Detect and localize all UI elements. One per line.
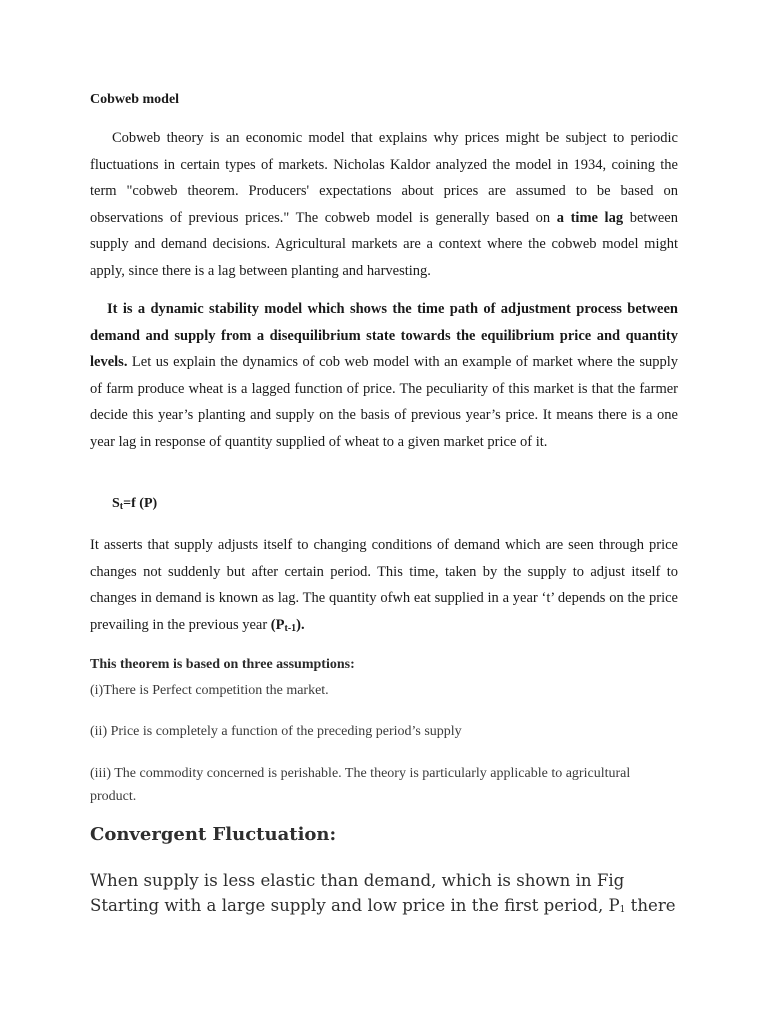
dynamic-model-text: Let us explain the dynamics of cob web model with an example of market where the supply of farm produce wheat is a lagged function of price. The peculiarity of this market is that the farmer decide this year’s planting and supply on the basis of previous year’s price. It means there is a one year lag in response of quantity supplied of wheat to a given market price of it.: [90, 354, 678, 450]
paragraph-lag: [90, 532, 678, 642]
assumption-item: (i)There is Perfect competition the market.: [90, 683, 329, 698]
assumption-item: (iii) The commodity concerned is perishable. The theory is particularly applicable to agricultural product.: [90, 766, 631, 804]
lag-text: It asserts that supply adjusts itself to changing conditions of demand which are seen through price changes not suddenly but after certain period. This time, taken by the supply to adjust itself to changes in demand is known as lag. The quantity ofwh eat supplied in a year ‘t’ depends on the price prevailing in the previous year: [90, 537, 678, 633]
lag-price-end: ).: [296, 616, 305, 633]
assumption-item: (ii) Price is completely a function of the preceding period’s supply: [90, 724, 462, 739]
convergent-subscript: 1: [619, 905, 626, 915]
section-heading-convergent: Convergent Fluctuation:: [90, 824, 337, 845]
formula-lhs-subscript: t: [119, 501, 124, 512]
assumptions-heading: This theorem is based on three assumptions:: [90, 657, 355, 672]
dynamic-model-bold: It is a dynamic stability model which shows the time path of adjustment process between demand and supply from a disequilibrium state towards the equilibrium price and quantity levels.: [90, 301, 678, 371]
intro-bold-time-lag: a time lag: [556, 209, 624, 226]
convergent-line-2-end: there: [625, 896, 676, 915]
paragraph-dynamic-model: [90, 296, 678, 456]
lag-price-symbol: (P: [270, 616, 285, 633]
formula-lhs: S: [112, 496, 120, 511]
paragraph-convergent: [90, 868, 690, 923]
document-title: Cobweb model: [90, 92, 180, 107]
convergent-line-2: Starting with a large supply and low price in the first period, P: [90, 896, 620, 915]
formula-rhs: =f (P): [123, 496, 158, 511]
lag-price-subscript: t-1: [284, 622, 297, 634]
paragraph-intro: [90, 125, 678, 285]
supply-formula: [112, 496, 157, 512]
convergent-line-1: When supply is less elastic than demand, which is shown in Fig: [90, 871, 625, 890]
intro-text-before: Cobweb theory is an economic model that explains why prices might be subject to periodic fluctuations in certain types of markets. Nicholas Kaldor analyzed the model in 1934, coining the term "cobweb theorem. Producers' expectations about prices are assumed to be based on observations of previous prices." The cobweb model is generally based on: [90, 130, 678, 226]
intro-text-after: between supply and demand decisions. Agricultural markets are a context where the cobweb model might apply, since there is a lag between planting and harvesting.: [90, 209, 678, 279]
